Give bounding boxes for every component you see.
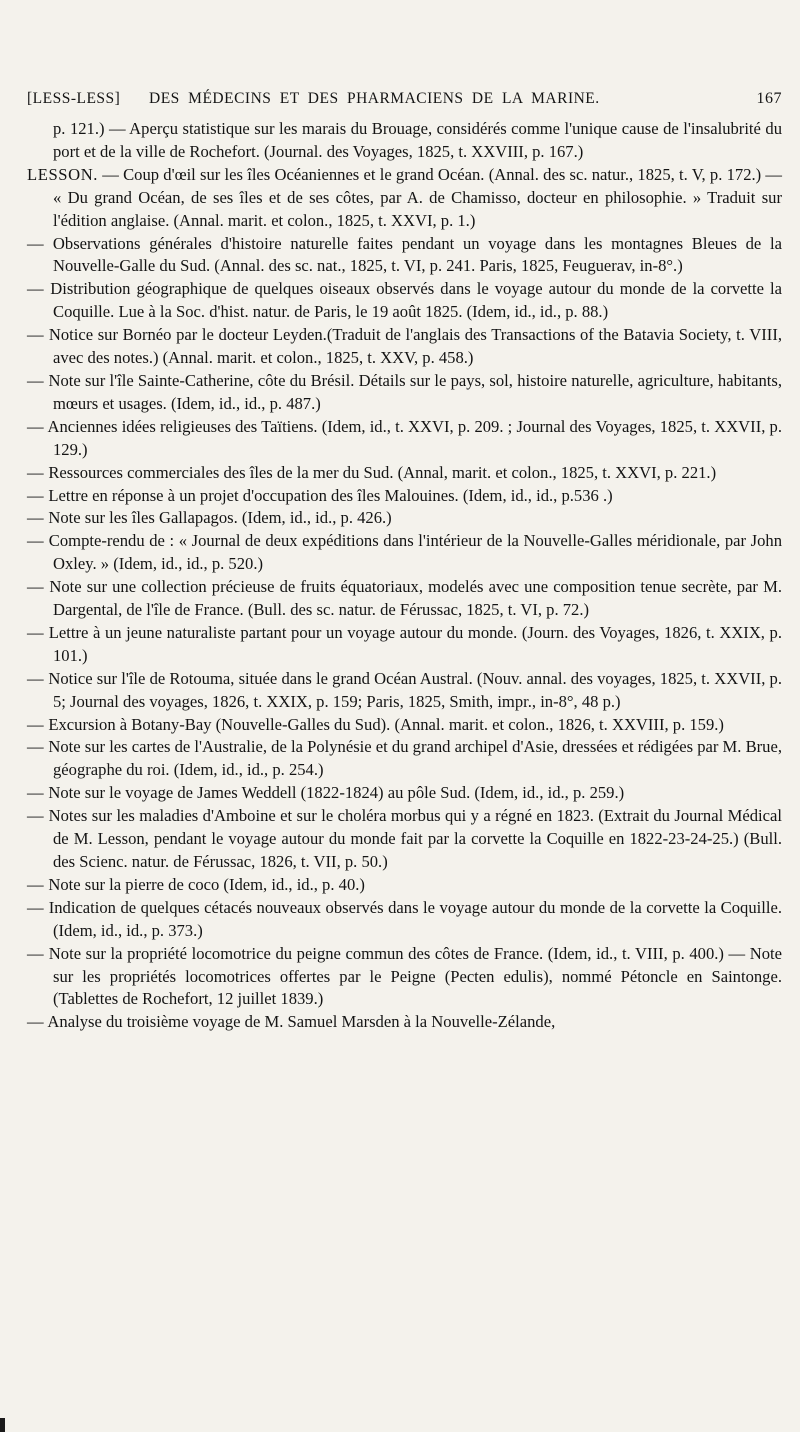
entry-lead: — [27,806,45,826]
entry-lead: — [27,462,45,482]
entry-lead: — [27,279,45,299]
entry-lead: — [27,874,45,894]
entry-lead: — [27,737,45,757]
entry-text: Observations générales d'histoire naturelle faites pendant un voyage dans les montagnes Bleues de la Nouvelle-Galle du Sud. (Annal. des sc. nat., 1825, t. VI, p. 241. Paris, 1825, Feuguerav, in-8°.) [44,233,782,276]
entry-text: Note sur la propriété locomotrice du peigne commun des côtes de France. (Idem, id., t. VIII, p. 400.) — Note sur les propriétés locomotrices offertes par le Peigne (Pecten edulis), nommé Pétoncle en Saintonge. (Tablettes de Rochefort, 12 juillet 1839.) [44,943,782,1009]
bibliography-entry [27,622,782,668]
bibliography-entry [27,1011,782,1034]
entry-text: Notice sur l'île de Rotouma, située dans le grand Océan Austral. (Nouv. annal. des voyages, 1825, t. XXVII, p. 5; Journal des voyages, 1826, t. XXIX, p. 159; Paris, 1825, Smith, impr., in-8°, 48 p.) [44,668,782,711]
entry-lead: — [27,485,45,505]
bibliography-entry [27,324,782,370]
bibliography-entry [27,485,782,508]
bibliography-entry [27,462,782,485]
header-range: [LESS-LESS] [27,90,121,107]
bibliography-entry [27,164,782,233]
running-header [27,86,782,112]
bibliography-entry [27,507,782,530]
entry-lead: — [27,508,45,528]
entry-text: Lettre à un jeune naturaliste partant pour un voyage autour du monde. (Journ. des Voyages, 1826, t. XXIX, p. 101.) [44,622,782,665]
bibliography-entry [27,416,782,462]
entry-text: — Coup d'œil sur les îles Océaniennes et le grand Océan. (Annal. des sc. natur., 1825, t. V, p. 172.) — « Du grand Océan, de ses îles et de ses côtes, par A. de Chamisso, docteur en philosophie. » Traduit sur l'édition anglaise. (Annal. marit. et colon., 1825, t. XXVI, p. 1.) [53,164,782,230]
entry-lead: — [27,783,45,803]
bibliography-entry [27,782,782,805]
bibliography-entry [27,897,782,943]
entry-lead: — [27,1012,45,1032]
entry-text: Note sur l'île Sainte-Catherine, côte du Brésil. Détails sur le pays, sol, histoire naturelle, agriculture, habitants, mœurs et usages. (Idem, id., id., p. 487.) [44,370,782,413]
entry-text: Note sur les cartes de l'Australie, de la Polynésie et du grand archipel d'Asie, dressées et rédigées par M. Brue, géographe du roi. (Idem, id., id., p. 254.) [44,737,782,780]
entry-text: p. 121.) — Aperçu statistique sur les marais du Brouage, considérés comme l'unique cause de l'insalubrité du port et de la ville de Rochefort. (Journal. des Voyages, 1825, t. XXVIII, p. 167.) [53,119,782,161]
entry-text: Anciennes idées religieuses des Taïtiens. (Idem, id., t. XXVI, p. 209. ; Journal des Voyages, 1825, t. XXVII, p. 129.) [44,416,782,459]
bibliography-entry [27,278,782,324]
entry-text: Notes sur les maladies d'Amboine et sur le choléra morbus qui y a régné en 1823. (Extrait du Journal Médical de M. Lesson, pendant le voyage autour du monde fait par la corvette la Coquille en 1822-23-24-25.) (Bull. des Scienc. natur. de Férussac, 1826, t. VII, p. 50.) [44,806,782,871]
bibliography-entry [27,530,782,576]
entry-text: Distribution géographique de quelques oiseaux observés dans le voyage autour du monde de la corvette la Coquille. Lue à la Soc. d'hist. natur. de Paris, le 19 août 1825. (Idem, id., id., p. 88.) [44,279,782,322]
bibliography-entry [27,805,782,874]
bibliography-entry [27,714,782,737]
bibliography-entry [27,874,782,897]
bibliography-entry [27,943,782,1012]
entry-text: Note sur la pierre de coco (Idem, id., id., p. 40.) [44,874,365,894]
entry-text: Indication de quelques cétacés nouveaux observés dans le voyage autour du monde de la corvette la Coquille. (Idem, id., id., p. 373.) [44,897,782,940]
entry-lead: — [27,668,45,688]
entry-text: Note sur une collection précieuse de fruits équatoriaux, modelés avec une composition tenue secrète, par M. Dargental, de l'île de France. (Bull. des sc. natur. de Férussac, 1825, t. VI, p. 72.) [44,577,782,620]
bibliography-list [27,118,782,1034]
header-title: DES MÉDECINS ET DES PHARMACIENS DE LA MARINE. [149,90,600,107]
entry-text: Note sur les îles Gallapagos. (Idem, id., id., p. 426.) [44,508,392,528]
entry-lead: — [27,325,45,345]
bibliography-entry [27,118,782,164]
scan-edge-mark [0,1418,5,1432]
bibliography-entry [27,233,782,279]
entry-text: Lettre en réponse à un projet d'occupation des îles Malouines. (Idem, id., id., p.536 .) [44,485,613,505]
entry-lead: — [27,714,45,734]
bibliography-entry [27,668,782,714]
entry-text: Excursion à Botany-Bay (Nouvelle-Galles du Sud). (Annal. marit. et colon., 1826, t. XXVIII, p. 159.) [44,714,724,734]
entry-lead: — [27,577,45,597]
entry-lead: — [27,531,45,551]
entry-text: Notice sur Bornéo par le docteur Leyden.(Traduit de l'anglais des Transactions of the Batavia Society, t. VIII, avec des notes.) (Annal. marit. et colon., 1825, t. XXV, p. 458.) [44,325,782,368]
bibliography-entry [27,370,782,416]
entry-lead: — [27,416,45,436]
page-number: 167 [756,90,782,107]
entry-lead: — [27,897,45,917]
entry-lead: — [27,233,45,253]
entry-lead: LESSON. [27,164,99,184]
entry-text: Analyse du troisième voyage de M. Samuel Marsden à la Nouvelle-Zélande, [44,1012,556,1032]
entry-lead: — [27,622,45,642]
entry-text: Note sur le voyage de James Weddell (1822-1824) au pôle Sud. (Idem, id., id., p. 259.) [44,783,625,803]
bibliography-entry [27,736,782,782]
entry-text: Compte-rendu de : « Journal de deux expéditions dans l'intérieur de la Nouvelle-Galles méridionale, par John Oxley. » (Idem, id., id., p. 520.) [44,531,782,574]
entry-lead: — [27,943,45,963]
entry-text: Ressources commerciales des îles de la mer du Sud. (Annal, marit. et colon., 1825, t. XXVI, p. 221.) [44,462,717,482]
bibliography-entry [27,576,782,622]
entry-lead: — [27,370,45,390]
